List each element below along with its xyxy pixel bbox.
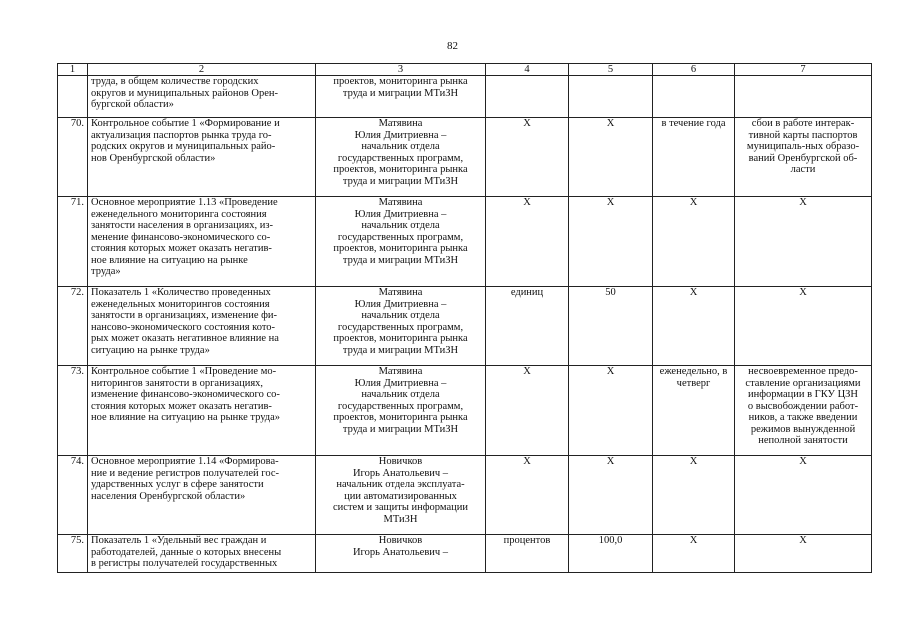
row-number: 74. [58,456,88,535]
row-risk: Х [735,535,872,573]
row-value: Х [569,197,653,287]
row-number: 72. [58,287,88,366]
row-unit [486,76,569,118]
row-risk: Х [735,456,872,535]
row-value: 100,0 [569,535,653,573]
row-deadline: еженедельно, в четверг [653,366,735,456]
row-responsible: Новичков Игорь Анатольевич – [316,535,486,573]
column-number: 7 [735,64,872,76]
row-unit: Х [486,197,569,287]
row-name: Показатель 1 «Удельный вес граждан и работодателей, данные о которых внесены в регистры получателей государственных [88,535,316,573]
column-number-row [58,64,872,76]
column-number: 5 [569,64,653,76]
column-number: 3 [316,64,486,76]
row-name: Контрольное событие 1 «Проведение мо- ниторингов занятости в организациях, изменение финансово-экономического со- стояния которых может оказать негатив- ное влияние на ситуацию на рынке труда» [88,366,316,456]
row-value: 50 [569,287,653,366]
row-deadline: в течение года [653,118,735,197]
row-number: 73. [58,366,88,456]
row-risk: сбои в работе интерак- тивной карты паспортов муниципаль-ных образо- ваний Оренбургской об- ласти [735,118,872,197]
row-value: Х [569,118,653,197]
page-number: 82 [447,40,458,52]
row-value: Х [569,366,653,456]
row-name: Основное мероприятие 1.13 «Проведение еженедельного мониторинга состояния занятости населения в организациях, из- менение финансово-экономического со- стояния которых может оказать негатив- ное влияние на ситуацию на рынке труда» [88,197,316,287]
row-responsible: Матявина Юлия Дмитриевна – начальник отдела государственных программ, проектов, мониторинга рынка труда и миграции МТиЗН [316,287,486,366]
row-risk: несвоевременное предо- ставление организациями информации в ГКУ ЦЗН о высвобождении работ- ников, а также введении режимов вынужденной неполной занятости [735,366,872,456]
row-name: Контрольное событие 1 «Формирование и актуализация паспортов рынка труда го- родских округов и муниципальных райо- нов Оренбургской области» [88,118,316,197]
table-row [58,118,872,197]
row-unit: единиц [486,287,569,366]
row-responsible: Новичков Игорь Анатольевич – начальник отдела эксплуата- ции автоматизированных систем и защиты информации МТиЗН [316,456,486,535]
column-number: 6 [653,64,735,76]
row-name: Показатель 1 «Количество проведенных еженедельных мониторингов состояния занятости в организациях, изменение фи- нансово-экономического состояния кото- рых может оказать негативное влияние на ситуацию на рынке труда» [88,287,316,366]
table-row [58,535,872,573]
row-unit: Х [486,366,569,456]
row-responsible: Матявина Юлия Дмитриевна – начальник отдела государственных программ, проектов, мониторинга рынка труда и миграции МТиЗН [316,197,486,287]
table-row [58,76,872,118]
row-risk [735,76,872,118]
table-row [58,366,872,456]
row-number [58,76,88,118]
row-unit: Х [486,456,569,535]
row-deadline: Х [653,456,735,535]
row-value [569,76,653,118]
row-responsible: проектов, мониторинга рынка труда и миграции МТиЗН [316,76,486,118]
column-number: 2 [88,64,316,76]
plan-table [57,63,872,573]
row-unit: процентов [486,535,569,573]
table-row [58,287,872,366]
column-number: 1 [58,64,88,76]
row-deadline: Х [653,197,735,287]
row-deadline: Х [653,535,735,573]
table-row [58,197,872,287]
row-number: 75. [58,535,88,573]
row-responsible: Матявина Юлия Дмитриевна – начальник отдела государственных программ, проектов, мониторинга рынка труда и миграции МТиЗН [316,366,486,456]
row-number: 70. [58,118,88,197]
row-value: Х [569,456,653,535]
row-unit: Х [486,118,569,197]
row-responsible: Матявина Юлия Дмитриевна – начальник отдела государственных программ, проектов, мониторинга рынка труда и миграции МТиЗН [316,118,486,197]
row-name: труда, в общем количестве городских округов и муниципальных районов Орен- бургской области» [88,76,316,118]
row-deadline: Х [653,287,735,366]
column-number: 4 [486,64,569,76]
row-number: 71. [58,197,88,287]
table-row [58,456,872,535]
row-risk: Х [735,287,872,366]
row-deadline [653,76,735,118]
row-name: Основное мероприятие 1.14 «Формирова- ние и ведение регистров получателей гос- ударственных услуг в сфере занятости населения Оренбургской области» [88,456,316,535]
row-risk: Х [735,197,872,287]
